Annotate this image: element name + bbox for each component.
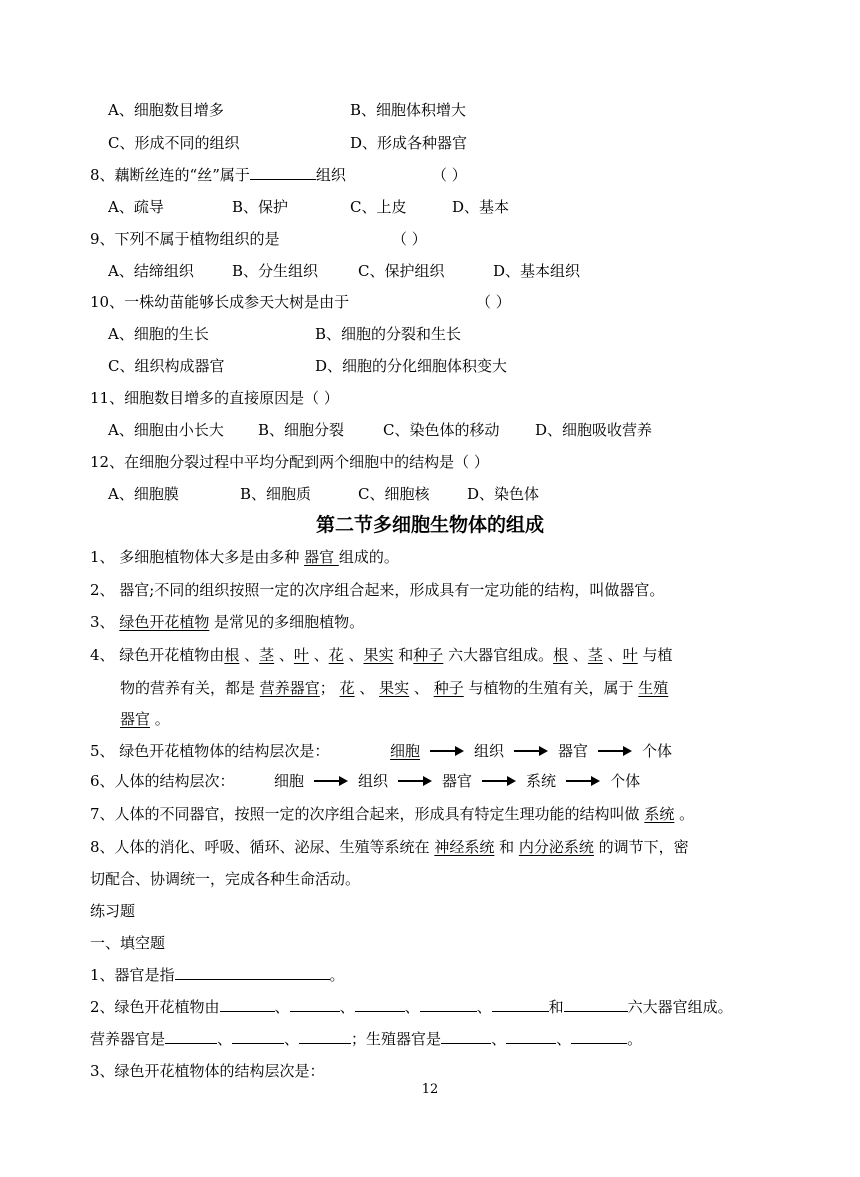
q9-option-a: A、结缔组织 [108,262,194,280]
point-4-l2-pre: 物的营养有关，都是 [120,679,260,697]
point-6-pre: 6、人体的结构层次： [90,772,235,790]
exercise-2b-sep: 、 [556,1030,572,1048]
q8-blank [250,165,316,180]
q8-paren: （ ） [432,166,467,184]
q11-option-a: A、细胞由小长大 [108,421,224,439]
q8-option-c: C、上皮 [350,198,407,216]
point-5-pre: 5、 绿色开花植物体的结构层次是： [90,742,330,760]
point-4-answer-7: 根 [553,646,569,664]
q9-paren: （ ） [392,230,427,248]
point-4-sep-8: 、 [602,646,623,664]
exercise-2b-sep: 、 [491,1030,507,1048]
q12-option-c: C、细胞核 [358,485,430,503]
exercise-2-pre: 2、绿色开花植物由 [90,998,220,1016]
q7-option-a: A、细胞数目增多 [108,101,224,119]
q8-option-d: D、基本 [452,198,510,216]
point-4-answer-4: 花 [328,646,344,664]
human-level-system: 系统 [526,772,557,790]
plant-level-organ: 器官 [558,742,589,760]
point-1-answer: 器官 [304,548,339,566]
arrow-icon [314,776,348,786]
exercise-2-sep: 、 [476,998,492,1016]
point-7-post: 。 [674,805,695,823]
point-4-line-3 [120,709,170,729]
exercises-heading: 练习题 [90,902,136,920]
point-8-pre: 8、人体的消化、呼吸、循环、泌尿、生殖等系统在 [90,838,435,856]
point-4-sep-7: 、 [568,646,588,664]
plant-level-individual: 个体 [642,742,673,760]
arrow-icon [598,746,632,756]
exercise-2b-post: 。 [627,1030,643,1048]
exercise-2b-pre: 营养器官是 [90,1030,166,1048]
q10-stem: 10、一株幼苗能够长成参天大树是由于 [90,293,350,311]
arrow-icon [430,746,464,756]
exercise-2b-blank-1[interactable] [165,1029,217,1044]
point-4-sep-4: 、 [343,646,364,664]
exercise-2-sep: 、 [404,998,420,1016]
point-8-answer-2: 内分泌系统 [518,838,594,856]
arrow-icon [398,776,432,786]
point-7-answer: 系统 [644,805,675,823]
point-4-l2-answer-1: 营养器官 [259,679,320,697]
point-4-l2-sep-2: 、 [354,679,380,697]
point-4-answer-8: 茎 [587,646,603,664]
point-3-pre: 3、 [90,613,120,631]
point-4-answer-2: 茎 [259,646,275,664]
q10-paren: （ ） [476,293,511,311]
point-3-answer: 绿色开花植物 [119,613,210,631]
exercise-2-blank-6[interactable] [564,997,628,1012]
exercise-2-blank-4[interactable] [420,997,477,1012]
exercise-3: 3、绿色开花植物体的结构层次是： [90,1062,325,1080]
q8-option-b: B、保护 [232,198,289,216]
point-8-post: 的调节下，密 [593,838,689,856]
exercise-2b-blank-2[interactable] [232,1029,284,1044]
q7-option-b: B、细胞体积增大 [350,101,467,119]
point-4-line-1 [90,645,672,665]
point-4-sep-9: 与植 [637,646,673,664]
q8-stem-text: 8、藕断丝连的“丝”属于 [90,166,250,184]
point-4-l2-answer-5: 生殖 [638,679,669,697]
point-4-sep-2: 、 [274,646,294,664]
exercise-2-post: 六大器官组成。 [627,998,733,1016]
point-1-pre: 1、 多细胞植物体大多是由多种 [90,548,305,566]
exercise-2b-blank-3[interactable] [299,1029,351,1044]
q12-stem: 12、在细胞分裂过程中平均分配到两个细胞中的结构是（ ） [90,453,489,471]
fill-in-heading: 一、填空题 [90,934,166,952]
q7-option-d: D、形成各种器官 [350,134,468,152]
point-4-answer-6: 种子 [413,646,444,664]
exercise-2-sep: 、 [339,998,355,1016]
exercise-2-blank-3[interactable] [355,997,405,1012]
q10-option-c: C、组织构成器官 [108,357,225,375]
point-4-answer-9: 叶 [622,646,638,664]
q10-option-b: B、细胞的分裂和生长 [315,325,462,343]
q12-option-d: D、染色体 [467,485,540,503]
q11-option-c: C、染色体的移动 [383,421,500,439]
q9-option-d: D、基本组织 [493,262,581,280]
human-level-tissue: 组织 [358,772,389,790]
arrow-icon [514,746,548,756]
point-8-line-2: 切配合、协调统一，完成各种生命活动。 [90,870,361,888]
exercise-1-blank[interactable] [175,965,330,980]
point-8-mid: 和 [494,838,519,856]
q8-stem-after: 组织 [315,166,346,184]
q12-option-b: B、细胞质 [240,485,312,503]
q11-stem: 11、细胞数目增多的直接原因是（ ） [90,389,339,407]
exercise-2-organs [90,1029,642,1049]
exercise-2b-sep: 、 [284,1030,300,1048]
point-4-answer-3: 叶 [293,646,309,664]
point-3 [90,612,364,632]
point-7 [90,804,694,824]
point-4-l2-sep-4: 与植物的生殖有关，属于 [463,679,639,697]
arrow-icon [566,776,600,786]
q11-option-b: B、细胞分裂 [258,421,345,439]
exercise-2-and: 和 [548,998,564,1016]
human-level-individual: 个体 [610,772,641,790]
plant-level-tissue: 组织 [474,742,505,760]
q10-option-d: D、细胞的分化细胞体积变大 [315,357,508,375]
human-level-organ: 器官 [442,772,473,790]
point-1 [90,547,399,567]
point-4-l2-answer-4: 种子 [433,679,464,697]
q8-stem [90,165,346,185]
point-4-l2-answer-3: 果实 [379,679,410,697]
point-4-sep-5: 和 [393,646,414,664]
q9-option-c: C、保护组织 [358,262,445,280]
human-level-cell: 细胞 [274,772,305,790]
exercise-1-post: 。 [329,966,345,984]
point-2: 2、 器官;不同的组织按照一定的次序组合起来，形成具有一定功能的结构，叫做器官。 [90,581,665,599]
plant-hierarchy-flow [390,741,672,761]
q11-option-d: D、细胞吸收营养 [535,421,653,439]
point-1-post: 组成的。 [338,548,399,566]
point-8-line-1 [90,837,689,857]
section-title: 第二节多细胞生物体的组成 [315,514,544,536]
point-4-l2-answer-2: 花 [339,679,355,697]
exercise-2b-blank-6[interactable] [571,1029,627,1044]
q7-option-c: C、形成不同的组织 [108,134,240,152]
page-number: 12 [421,1082,439,1097]
q10-option-a: A、细胞的生长 [108,325,209,343]
point-7-pre: 7、人体的不同器官，按照一定的次序组合起来，形成具有特定生理功能的结构叫做 [90,805,645,823]
point-4-line-2 [120,678,668,698]
point-4-answer-1: 根 [224,646,240,664]
exercise-1 [90,965,345,985]
point-3-post: 是常见的多细胞植物。 [209,613,365,631]
point-4-sep-6: 六大器官组成。 [443,646,554,664]
point-4-sep-1: 、 [239,646,260,664]
q12-option-a: A、细胞膜 [108,485,179,503]
exercise-2b-sep: 、 [217,1030,233,1048]
point-4-l2-sep-1: ； [319,679,340,697]
point-4-l3-post: 。 [150,710,170,728]
exercise-2-blank-2[interactable] [290,997,340,1012]
exercise-1-pre: 1、器官是指 [90,966,175,984]
exercise-2-blank-5[interactable] [492,997,549,1012]
point-4-l2-sep-3: 、 [409,679,434,697]
exercise-2 [90,997,733,1017]
point-4-answer-5: 果实 [363,646,394,664]
plant-level-cell: 细胞 [390,742,421,760]
point-4-sep-3: 、 [308,646,329,664]
point-4-l3-answer: 器官 [120,710,151,728]
exercise-2-sep: 、 [274,998,290,1016]
exercise-2b-blank-5[interactable] [506,1029,556,1044]
exercise-2b-blank-4[interactable] [441,1029,491,1044]
human-hierarchy-flow [274,771,640,791]
arrow-icon [482,776,516,786]
q9-stem: 9、下列不属于植物组织的是 [90,230,280,248]
q8-option-a: A、疏导 [108,198,164,216]
exercise-2-blank-1[interactable] [220,997,275,1012]
point-8-answer-1: 神经系统 [434,838,495,856]
q9-option-b: B、分生组织 [232,262,319,280]
exercise-2b-semi: ；生殖器官是 [351,1030,442,1048]
point-4-pre: 4、 绿色开花植物由 [90,646,225,664]
